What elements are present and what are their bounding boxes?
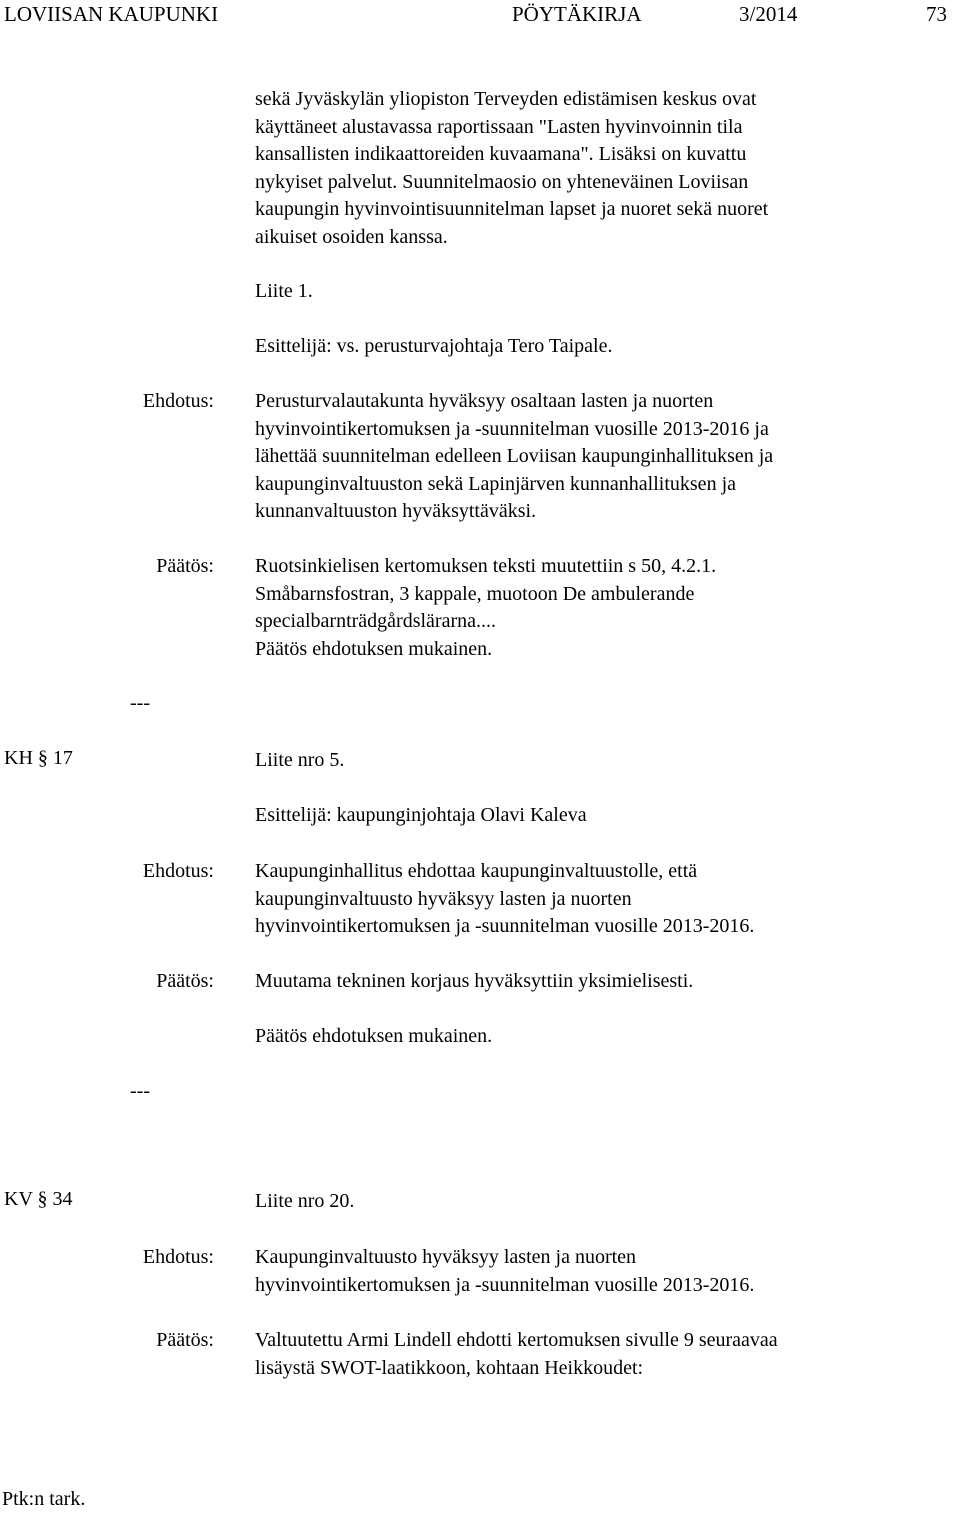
kh-proposal-line: hyvinvointikertomuksen ja -suunnitelman vuosille 2013-2016. [255,915,755,937]
kh-presenter-line: Esittelijä: kaupunginjohtaja Olavi Kaleva [255,804,587,826]
kv-decision-line: lisäystä SWOT-laatikkoon, kohtaan Heikkoudet: [255,1356,644,1379]
header-doc-type: PÖYTÄKIRJA [512,2,642,26]
intro-line: kaupungin hyvinvointisuunnitelman lapset ja nuoret sekä nuoret [255,198,769,220]
proposal-line: Perusturvalautakunta hyväksyy osaltaan lasten ja nuorten [255,390,714,412]
kv-proposal-label: Ehdotus: [142,1246,214,1268]
kh-decision-line: Päätös ehdotuksen mukainen. [255,1025,493,1047]
attachment-ref: Liite 1. [255,280,313,302]
intro-line: aikuiset osoiden kanssa. [255,225,448,248]
decision-line: specialbarnträdgårdslärarna.... [255,610,496,632]
header-doc-no: 3/2014 [739,2,798,26]
kh-proposal-text [255,858,754,941]
kh-decision-line: Muutama tekninen korjaus hyväksyttiin yksimielisesti. [255,970,694,992]
proposal-line: kaupunginvaltuuston sekä Lapinjärven kunnanhallituksen ja [255,472,736,495]
presenter-line: Esittelijä: vs. perusturvajohtaja Tero Taipale. [255,335,613,357]
kv-proposal-line: Kaupunginvaltuusto hyväksyy lasten ja nuorten [255,1246,637,1268]
decision-text [255,553,716,663]
intro-paragraph [255,86,768,251]
decision-line: Päätös ehdotuksen mukainen. [255,637,493,660]
kv-section-ref: KV § 34 [4,1188,73,1210]
kh-decision-label: Päätös: [156,970,214,992]
proposal-line: kunnanvaltuuston hyväksyttäväksi. [255,500,537,522]
intro-line: sekä Jyväskylän yliopiston Terveyden edistämisen keskus ovat [255,88,757,110]
kh-attachment-ref: Liite nro 5. [255,749,345,771]
intro-line: käyttäneet alustavassa raportissaan "Lasten hyvinvoinnin tila [255,115,743,138]
section-separator: --- [130,1080,150,1102]
footer-minutes-checked: Ptk:n tark. [2,1488,86,1510]
proposal-text [255,388,773,526]
decision-label: Päätös: [156,555,214,577]
kv-proposal-text [255,1244,754,1299]
proposal-label: Ehdotus: [142,390,214,412]
kv-decision-text [255,1327,778,1382]
kv-attachment-ref: Liite nro 20. [255,1190,355,1212]
intro-line: kansallisten indikaattoreiden kuvaamana". Lisäksi on kuvattu [255,143,747,165]
kh-proposal-label: Ehdotus: [142,860,214,882]
decision-line: Ruotsinkielisen kertomuksen teksti muutettiin s 50, 4.2.1. [255,555,717,577]
section-separator: --- [130,692,150,714]
kv-decision-line: Valtuutettu Armi Lindell ehdotti kertomuksen sivulle 9 seuraavaa [255,1329,778,1351]
kh-proposal-line: Kaupunginhallitus ehdottaa kaupunginvaltuustolle, että [255,860,698,882]
header-org: LOVIISAN KAUPUNKI [4,2,219,26]
kh-section-ref: KH § 17 [4,747,73,769]
header-page-number: 73 [926,2,947,26]
intro-line: nykyiset palvelut. Suunnitelmaosio on yhteneväinen Loviisan [255,170,749,193]
kv-decision-label: Päätös: [156,1329,214,1351]
kv-proposal-line: hyvinvointikertomuksen ja -suunnitelman vuosille 2013-2016. [255,1273,755,1296]
kh-proposal-line: kaupunginvaltuusto hyväksyy lasten ja nuorten [255,887,632,910]
proposal-line: lähettää suunnitelman edelleen Loviisan kaupunginhallituksen ja [255,445,774,467]
decision-line: Småbarnsfostran, 3 kappale, muotoon De ambulerande [255,582,695,605]
proposal-line: hyvinvointikertomuksen ja -suunnitelman vuosille 2013-2016 ja [255,417,769,440]
